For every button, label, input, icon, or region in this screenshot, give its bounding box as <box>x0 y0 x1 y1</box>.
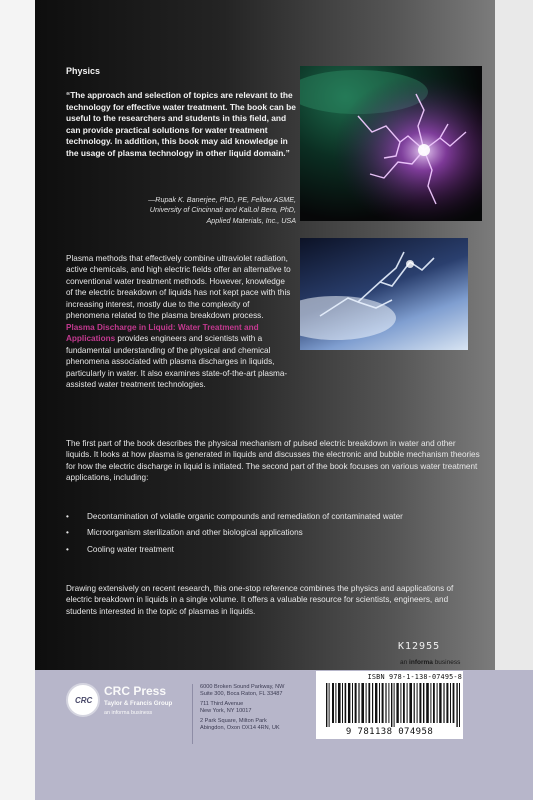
isbn-label: ISBN 978-1-138-07495-8 <box>367 673 462 681</box>
cover-margin-strip <box>0 0 35 800</box>
footer-divider <box>192 684 193 744</box>
attribution-line: Applied Materials, Inc., USA <box>206 215 296 225</box>
address-block-abingdon <box>200 718 280 733</box>
plasma-discharge-photo <box>300 66 482 221</box>
logo-lettering: CRC <box>75 696 93 705</box>
publisher-group: Taylor & Francis Group <box>104 700 173 707</box>
crc-press-logo <box>66 683 100 717</box>
list-item: • Decontamination of volatile organic compounds and remediation of contaminated water <box>66 511 446 522</box>
endorsement-attribution <box>120 195 296 226</box>
application-list <box>66 511 446 560</box>
product-code: K12955 <box>398 641 441 652</box>
publisher-tagline: an informa business <box>104 710 153 716</box>
book-title-highlight: Plasma Discharge in Liquid: Water Treatment and Applications <box>66 322 259 344</box>
right-light-band <box>495 0 533 670</box>
attribution-line: —Rupak K. Banerjee, PhD, PE, Fellow ASME, <box>148 195 296 204</box>
address-line: 2 Park Square, Milton Park <box>200 718 267 724</box>
address-line: Abingdon, Oxon OX14 4RN, UK <box>200 725 280 732</box>
book-description <box>66 253 292 391</box>
address-line: 711 Third Avenue <box>200 701 244 707</box>
attribution-line: University of Cincinnati and KalLol Bera, PhD, <box>149 205 296 215</box>
address-line: Suite 300, Boca Raton, FL 33487 <box>200 691 283 698</box>
description-text: Plasma methods that effectively combine ultraviolet radiation, active chemicals, and high electric fields offer an alternative to conventional water treatment methods. However, knowledge of the electric breakdown of liquids has not kept pace with this increasing interest, mostly due to the complexity of phenomena related to the plasma breakdown process. <box>66 254 291 321</box>
address-block-new-york <box>200 701 252 716</box>
address-line: 6000 Broken Sound Parkway, NW <box>200 684 285 690</box>
barcode-bars <box>326 683 460 727</box>
informa-business-label: an informa business <box>400 659 461 666</box>
contents-paragraph: The first part of the book describes the physical mechanism of pulsed electric breakdown in water and other liquids. It looks at how plasma is generated in liquids and discusses the electronic and bubble mechanism theories for how the electric discharge in liquid is initiated. The second part of the book focuses on various water treatment applications, including: <box>66 439 480 483</box>
category-label: Physics <box>66 66 101 76</box>
address-line: New York, NY 10017 <box>200 708 252 715</box>
list-item: • Cooling water treatment <box>66 544 446 555</box>
water-discharge-photo <box>300 238 468 350</box>
closing-paragraph: Drawing extensively on recent research, this one-stop reference combines the physics and aapplications of electric breakdown in liquids in a single volume. It offers a valuable resource for scientists, engineers, and students interested in the topic of plasmas in liquids. <box>66 584 454 616</box>
list-item: • Microorganism sterilization and other biological applications <box>66 527 446 538</box>
address-block-boca-raton <box>200 684 284 699</box>
barcode-digits: 9 781138 074958 <box>345 727 434 737</box>
publisher-name: CRC Press <box>104 684 167 698</box>
endorsement-quote: “The approach and selection of topics are relevant to the technology for effective water treatment. The book can be useful to the researchers and students in this field, and can provide practical solutions for water treatment technology. In addition, this book may aid knowledge in the usage of plasma technology in other liquid domain.” <box>66 90 296 158</box>
description-text: provides engineers and scientists with a fundamental understanding of the physical and chemical phenomena associated with plasma discharges in liquids, particularly in water. It also examines state-of-the-art plasma-assisted water treatment technologies. <box>66 334 288 390</box>
